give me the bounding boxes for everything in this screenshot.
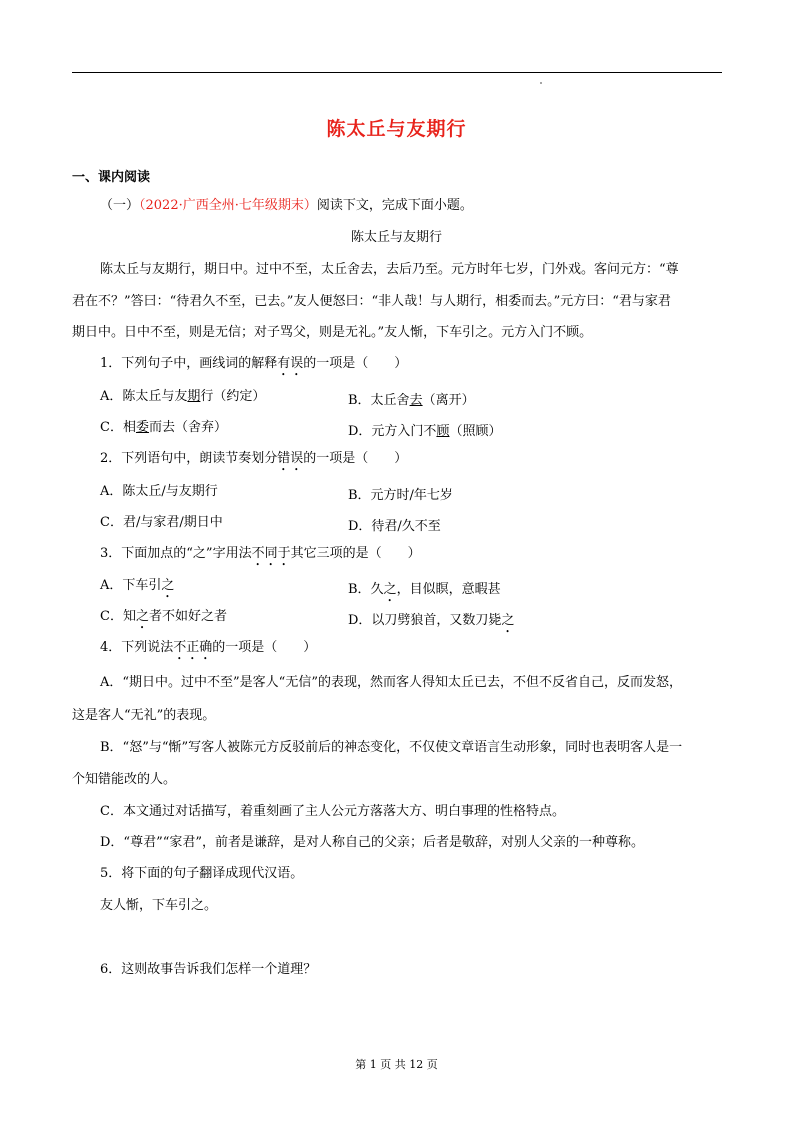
stem-text: 的一项是（ ） — [212, 640, 317, 655]
stem-emphasis: 错误 — [277, 451, 304, 466]
page-footer: 第 1 页 共 12 页 — [355, 1058, 438, 1071]
underlined-word: 期 — [187, 389, 201, 404]
passage-line: 陈太丘与友期行，期日中。过中不至，太丘舍去，去后乃至。元方时年七岁，门外戏。客问元方：“尊 — [100, 262, 679, 277]
underlined-word: 顾 — [436, 424, 450, 439]
dotted-word: 之 — [161, 578, 175, 593]
q4-option-a-line2: 这是客人“无礼”的表现。 — [72, 708, 216, 723]
q3-option-c — [100, 609, 227, 632]
intro-text: 阅读下文，完成下面小题。 — [316, 198, 473, 213]
q2-option-b: B．元方时/年七岁 — [348, 488, 453, 503]
intro-line — [100, 198, 473, 214]
q3-option-b — [348, 578, 501, 605]
q2-option-d: D．待君/久不至 — [348, 519, 441, 534]
q2-option-a: A．陈太丘/与友期行 — [100, 484, 218, 499]
stem-text: 2．下列语句中，朗读节奏划分 — [100, 451, 278, 466]
header-dot — [540, 82, 542, 84]
page-title: 陈太丘与友期行 — [326, 118, 467, 140]
option-text: 而去（舍弃） — [148, 420, 227, 435]
dotted-word: 之 — [383, 582, 397, 597]
question-3-stem — [100, 546, 421, 569]
stem-emphasis: 不正确 — [173, 640, 213, 655]
stem-text: 1．下列句子中，画线词的解释 — [100, 356, 278, 371]
option-text: ，目似瞑，意暇甚 — [396, 582, 501, 597]
q1-option-a — [100, 389, 265, 405]
q4-option-a-line1: A．“期日中。过中不至”是客人“无信”的表现，然而客人得知太丘已去，不但不反省自己，反而发怒， — [100, 675, 682, 690]
stem-text: 的一项是（ ） — [303, 451, 408, 466]
underlined-word: 委 — [135, 420, 149, 435]
dotted-word: 之 — [135, 609, 149, 624]
question-5-stem: 5．将下面的句子翻译成现代汉语。 — [100, 866, 304, 881]
dotted-word: 之 — [501, 613, 515, 628]
stem-text: 4．下列说法 — [100, 640, 174, 655]
q4-option-d: D．“尊君”“家君”，前者是谦辞，是对人称自己的父亲；后者是敬辞，对别人父亲的一种尊称。 — [100, 835, 645, 850]
question-1-stem — [100, 356, 407, 379]
passage-line: 君在不？”答曰：“待君久不至，已去。”友人便怒曰：“非人哉！与人期行，相委而去。”元方曰：“君与家君 — [72, 294, 671, 309]
q3-option-a — [100, 578, 174, 601]
option-text: 者不如好之者 — [148, 609, 227, 624]
q1-option-d — [348, 420, 501, 439]
intro-prefix: （一） — [100, 198, 140, 213]
q1-option-b — [348, 389, 475, 408]
option-text: A．下车引 — [100, 578, 162, 593]
header-rule — [72, 72, 722, 73]
stem-text: 其它三项的是（ ） — [290, 546, 421, 561]
option-text: B．太丘舍 — [348, 393, 410, 408]
option-text: C．相 — [100, 420, 136, 435]
stem-emphasis: 不同于 — [251, 546, 291, 561]
stem-text: 3．下面加点的“之”字用法 — [100, 546, 252, 561]
q4-option-c: C．本文通过对话描写，着重刻画了主人公元方落落大方、明白事理的性格特点。 — [100, 804, 565, 819]
passage-line: 期日中。日中不至，则是无信；对子骂父，则是无礼。”友人惭，下车引之。元方入门不顾。 — [72, 325, 593, 340]
q5-sentence: 友人惭，下车引之。 — [100, 898, 218, 913]
q2-option-c: C．君/与家君/期日中 — [100, 515, 223, 530]
underlined-word: 去 — [409, 393, 423, 408]
option-text: C．知 — [100, 609, 136, 624]
option-text: （离开） — [422, 393, 475, 408]
option-text: B．久 — [348, 582, 384, 597]
q3-option-d — [348, 609, 514, 636]
q1-option-c — [100, 420, 227, 436]
stem-emphasis: 有误 — [277, 356, 304, 371]
option-text: 行（约定） — [200, 389, 266, 404]
option-text: D．元方入门不 — [348, 424, 437, 439]
passage-title: 陈太丘与友期行 — [350, 230, 442, 245]
stem-text: 的一项是（ ） — [303, 356, 408, 371]
question-2-stem — [100, 451, 407, 474]
question-4-stem — [100, 640, 316, 663]
q4-option-b-line1: B．“怒”与“惭”写客人被陈元方反驳前后的神态变化，不仅使文章语言生动形象，同时也表明客人是一 — [100, 740, 683, 755]
question-6-stem: 6．这则故事告诉我们怎样一个道理？ — [100, 962, 317, 977]
option-text: （照顾） — [449, 424, 502, 439]
intro-source: （2022·广西全州·七年级期末） — [139, 198, 317, 213]
option-text: D．以刀劈狼首，又数刀毙 — [348, 613, 502, 628]
section-heading: 一、课内阅读 — [72, 170, 151, 185]
q4-option-b-line2: 个知错能改的人。 — [72, 772, 177, 787]
option-text: A．陈太丘与友 — [100, 389, 188, 404]
